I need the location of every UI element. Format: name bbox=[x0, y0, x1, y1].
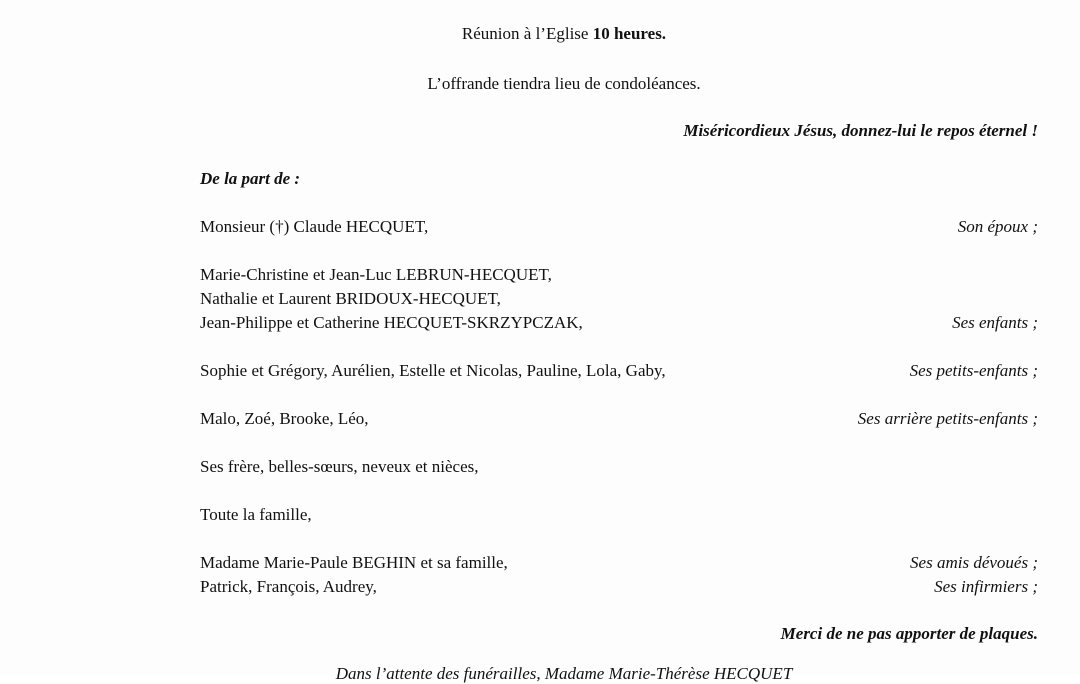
reunion-time: 10 heures. bbox=[592, 24, 667, 43]
relation-label: Ses enfants ; bbox=[952, 313, 1038, 332]
family-name-line: Toute la famille, bbox=[200, 505, 312, 524]
family-name-line: Nathalie et Laurent BRIDOUX-HECQUET, bbox=[200, 289, 501, 308]
family-name-line: Ses frère, belles-sœurs, neveux et nièces, bbox=[200, 457, 479, 476]
relation-label: Ses amis dévoués ; bbox=[910, 553, 1038, 572]
family-name-line: Marie-Christine et Jean-Luc LEBRUN-HECQUET, bbox=[200, 265, 552, 284]
offrande-line: L’offrande tiendra lieu de condoléances. bbox=[427, 74, 701, 93]
relation-label: Ses petits-enfants ; bbox=[909, 361, 1038, 380]
prayer-line: Miséricordieux Jésus, donnez-lui le repos éternel ! bbox=[683, 121, 1038, 140]
relation-label: Ses infirmiers ; bbox=[934, 577, 1038, 596]
de-la-part-heading: De la part de : bbox=[200, 169, 301, 188]
family-name-line: Monsieur (†) Claude HECQUET, bbox=[200, 217, 429, 236]
reunion-line bbox=[0, 24, 1080, 44]
relation-label: Ses arrière petits-enfants ; bbox=[857, 409, 1038, 428]
relation-label: Son époux ; bbox=[957, 217, 1038, 236]
family-name-line: Sophie et Grégory, Aurélien, Estelle et Nicolas, Pauline, Lola, Gaby, bbox=[200, 361, 666, 380]
family-name-line: Jean-Philippe et Catherine HECQUET-SKRZYPCZAK, bbox=[200, 313, 583, 332]
reunion-prefix: Réunion à l’Eglise bbox=[461, 24, 593, 43]
attente-line: Dans l’attente des funérailles, Madame Marie-Thérèse HECQUET bbox=[335, 664, 793, 683]
no-plaques-note: Merci de ne pas apporter de plaques. bbox=[780, 624, 1038, 643]
nurses-name-line: Patrick, François, Audrey, bbox=[200, 577, 377, 596]
family-name-line: Malo, Zoé, Brooke, Léo, bbox=[200, 409, 369, 428]
friends-name-line: Madame Marie-Paule BEGHIN et sa famille, bbox=[200, 553, 508, 572]
